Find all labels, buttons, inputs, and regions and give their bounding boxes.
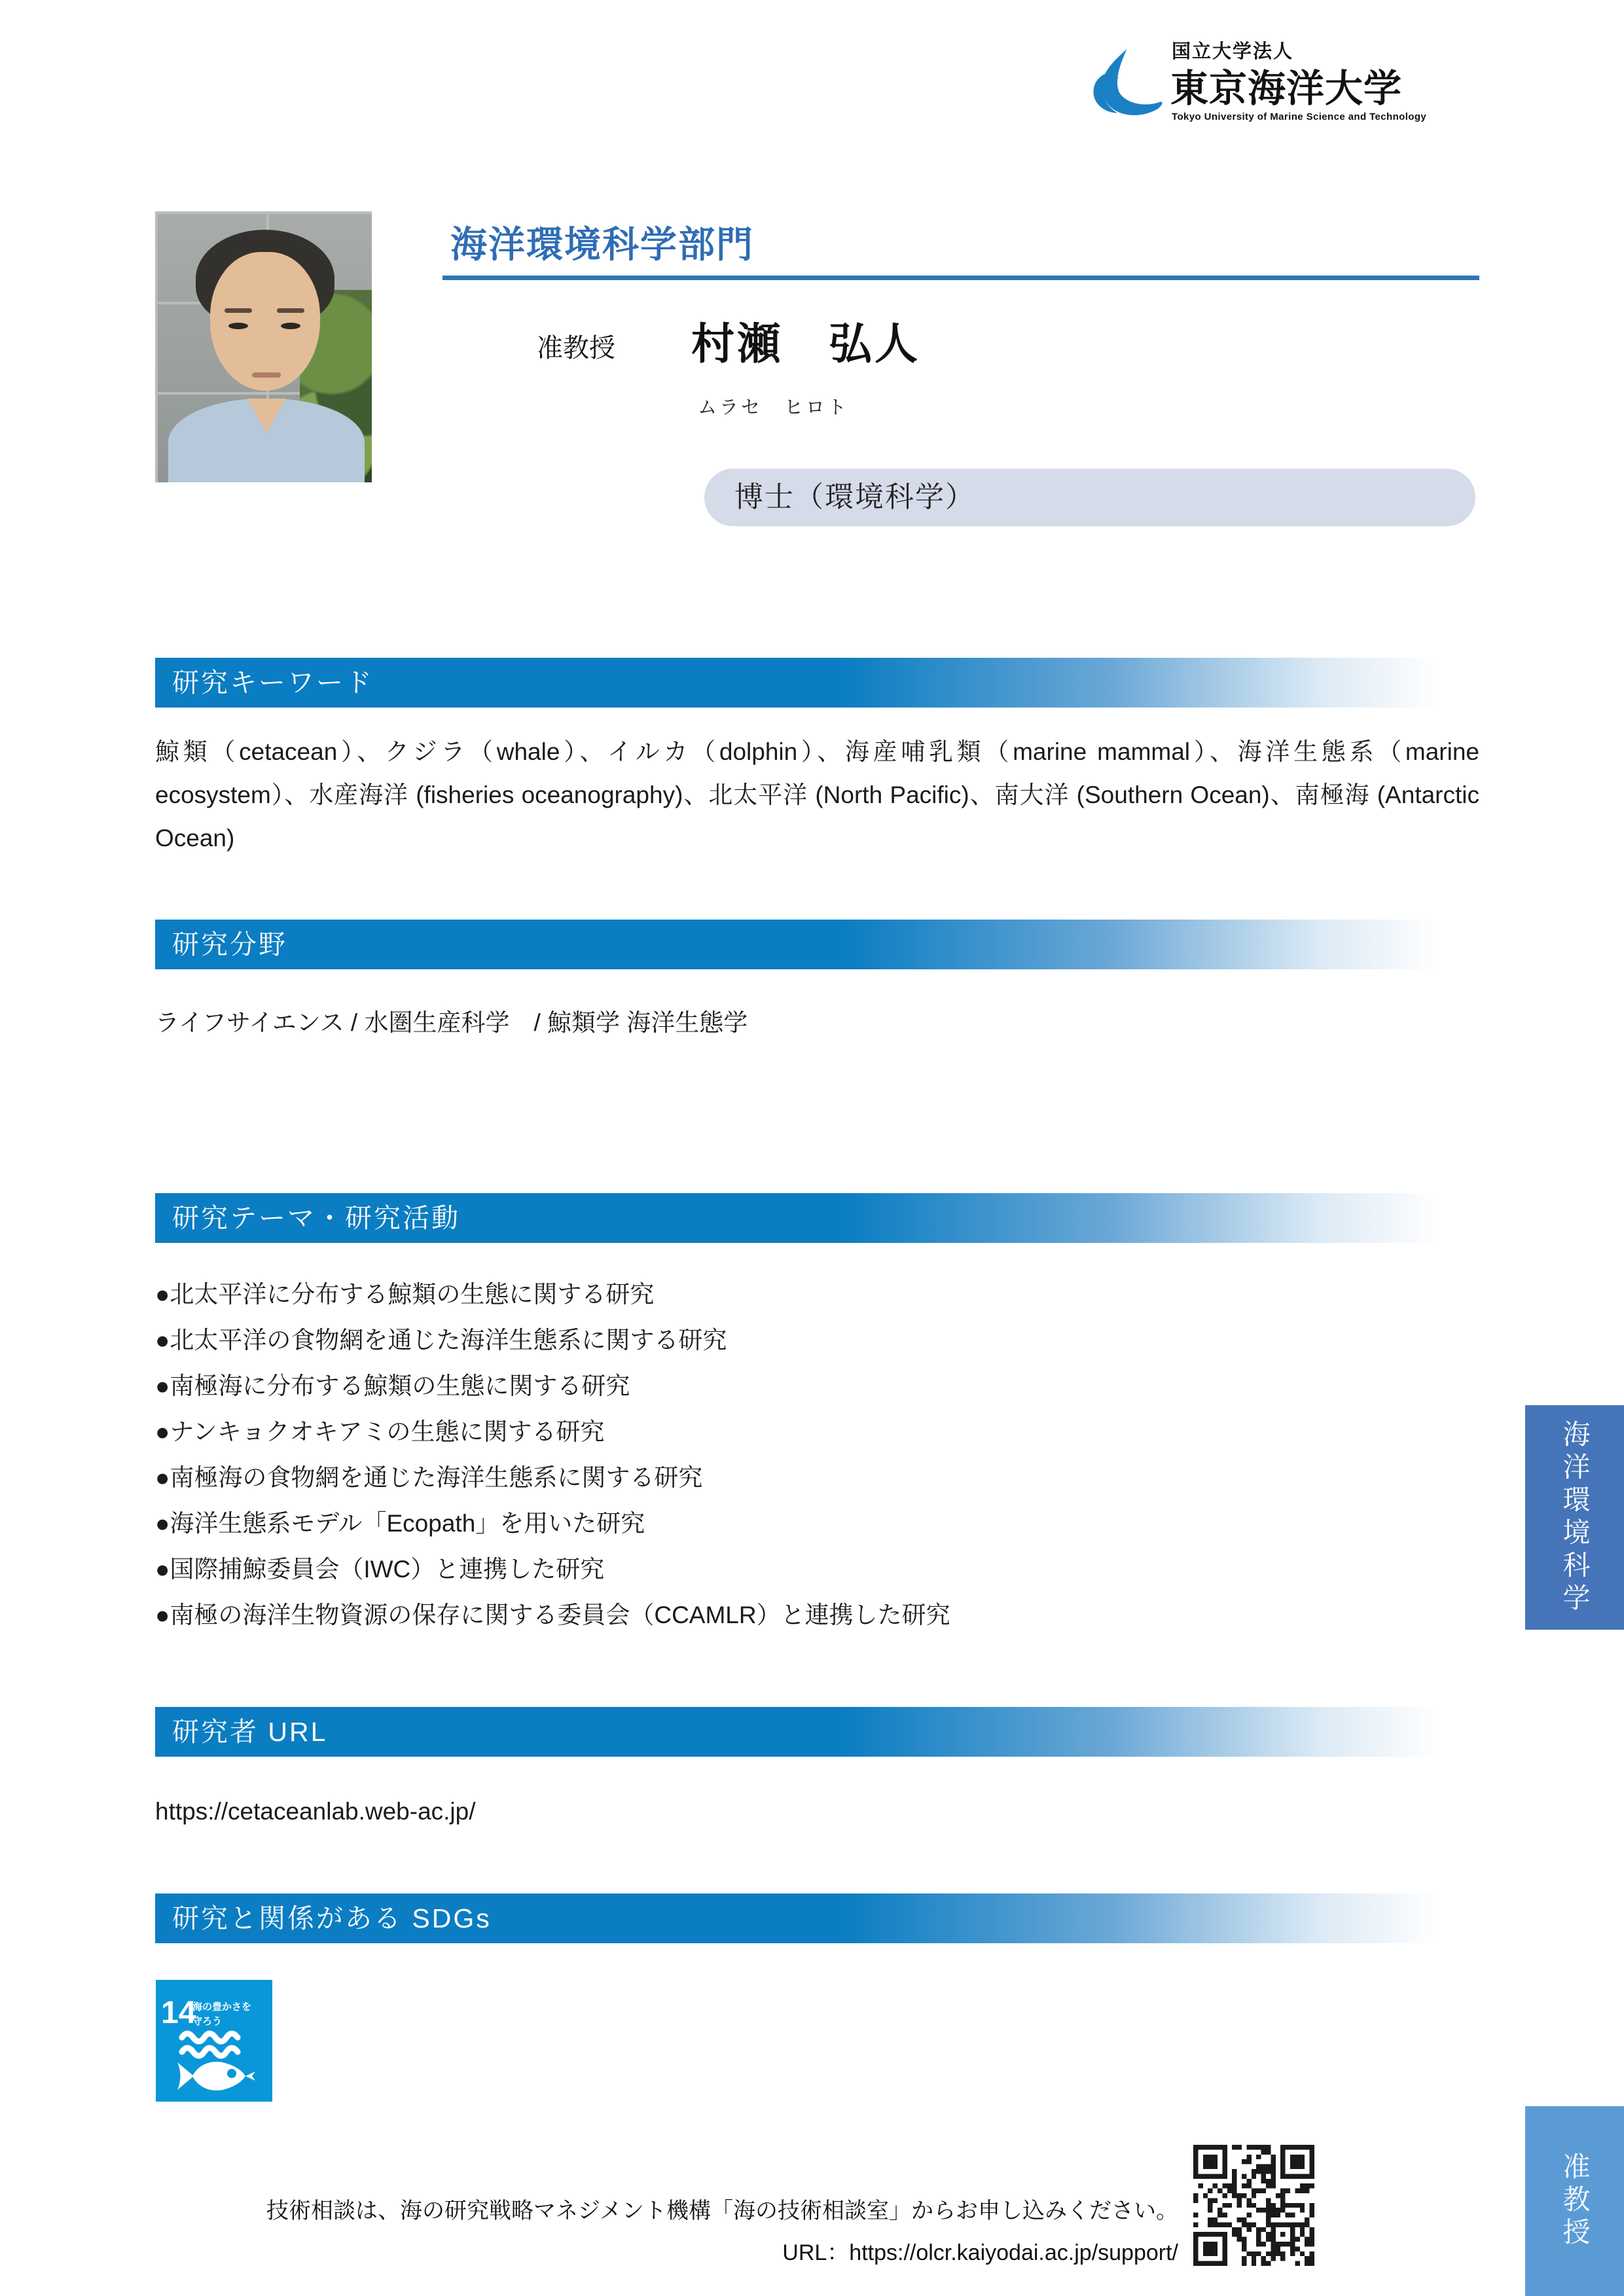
keywords-text: 鯨類（cetacean）、クジラ（whale）、イルカ（dolphin）、海産哺乳類（marine mammal）、海洋生態系（marine ecosystem）、水産海洋 (fisheries oceanography)、北太平洋 (North Pacific)、南大洋 (Southern Ocean)、南極海 (Antarctic Ocean) <box>155 738 1479 852</box>
side-tab-role-label: 准教授 <box>1559 2152 1591 2250</box>
photo-mouth <box>252 372 281 378</box>
sdg-goal-14-icon <box>156 1980 272 2102</box>
logo-university-name-en: Tokyo University of Marine Science and Technology <box>1172 111 1427 122</box>
photo-eye <box>228 323 248 329</box>
side-tab-role[interactable] <box>1525 2106 1624 2296</box>
theme-item: ●国際捕鯨委員会（IWC）と連携した研究 <box>155 1556 605 1583</box>
sdg-goal-number: 14 <box>161 1996 196 2030</box>
section-header-url <box>155 1707 1479 1757</box>
side-tab-department[interactable] <box>1525 1405 1624 1630</box>
sdg-goal-label-line1: 海の豊かさを <box>192 2001 252 2013</box>
side-tab-department-label: 海洋環境科学 <box>1559 1419 1591 1616</box>
university-logo-icon <box>1083 49 1165 128</box>
department-underline <box>442 276 1479 280</box>
theme-item: ●北太平洋の食物網を通じた海洋生態系に関する研究 <box>155 1327 727 1354</box>
section-heading: 研究と関係がある SDGs <box>172 1903 492 1933</box>
theme-item: ●南極海に分布する鯨類の生態に関する研究 <box>155 1372 630 1399</box>
section-header-themes <box>155 1193 1479 1243</box>
researcher-name: 村瀬 弘人 <box>691 319 920 368</box>
section-header-fields <box>155 920 1479 969</box>
theme-item: ●南極の海洋生物資源の保存に関する委員会（CCAMLR）と連携した研究 <box>155 1602 950 1628</box>
researcher-name-kana: ムラセ ヒロト <box>698 397 850 418</box>
research-themes-list <box>155 1272 1479 1638</box>
photo-eye <box>281 323 300 329</box>
section-header-sdgs <box>155 1893 1479 1943</box>
position-label: 准教授 <box>537 334 615 363</box>
footer-note <box>155 2190 1178 2274</box>
footer-note-line1: 技術相談は、海の研究戦略マネジメント機構「海の技術相談室」からお申し込みください。 <box>266 2198 1178 2223</box>
section-header-keywords <box>155 658 1479 708</box>
section-heading: 研究者 URL <box>172 1717 328 1747</box>
researcher-url-link[interactable]: https://cetaceanlab.web-ac.jp/ <box>155 1798 476 1825</box>
department-title: 海洋環境科学部門 <box>450 224 754 265</box>
logo-university-name: 東京海洋大学 <box>1170 67 1403 110</box>
sdg-goal-label-line2: 守ろう <box>192 2016 223 2027</box>
theme-item: ●南極海の食物網を通じた海洋生態系に関する研究 <box>155 1464 703 1491</box>
section-heading: 研究テーマ・研究活動 <box>172 1203 460 1233</box>
degree-text: 博士（環境科学） <box>734 481 975 513</box>
qr-code <box>1193 2145 1314 2266</box>
portrait-photo <box>155 211 372 482</box>
section-heading: 研究分野 <box>172 929 287 960</box>
logo-corporate-label: 国立大学法人 <box>1172 41 1294 62</box>
section-heading: 研究キーワード <box>172 668 374 698</box>
theme-item: ●ナンキョクオキアミの生態に関する研究 <box>155 1418 605 1445</box>
research-fields-text: ライフサイエンス / 水圏生産科学 / 鯨類学 海洋生態学 <box>155 1009 748 1036</box>
degree-badge <box>704 469 1475 526</box>
photo-face <box>210 252 320 391</box>
theme-item: ●海洋生態系モデル「Ecopath」を用いた研究 <box>155 1510 645 1537</box>
theme-item: ●北太平洋に分布する鯨類の生態に関する研究 <box>155 1281 655 1308</box>
photo-eyebrow <box>225 308 252 313</box>
footer-note-line2[interactable]: URL：https://olcr.kaiyodai.ac.jp/support/ <box>782 2240 1178 2265</box>
photo-eyebrow <box>277 308 304 313</box>
